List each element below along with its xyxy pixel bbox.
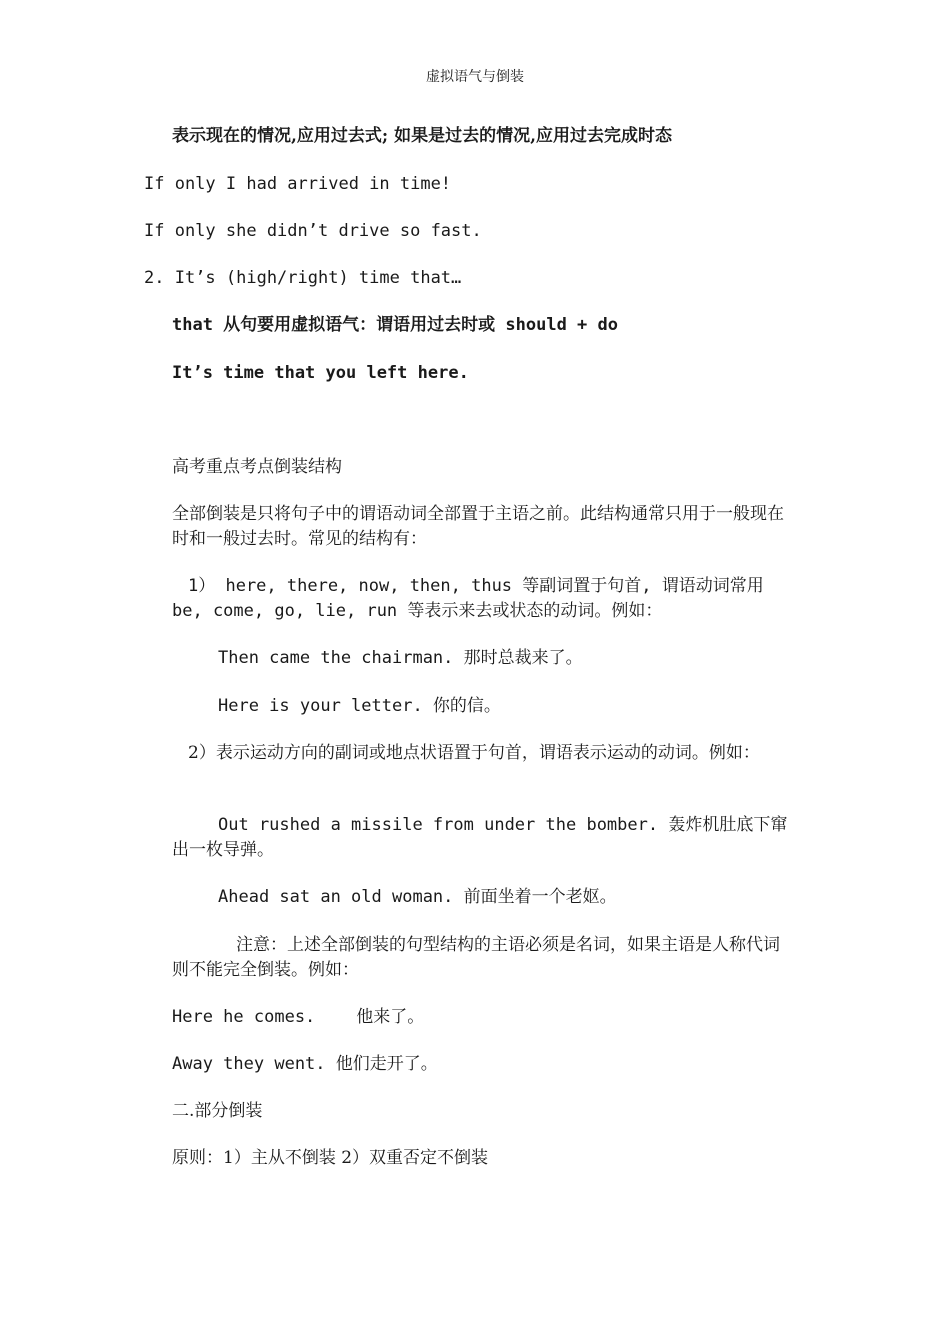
- paragraph: 2）表示运动方向的副词或地点状语置于句首，谓语表示运动的动词。例如：: [188, 743, 760, 763]
- section-title: 二.部分倒装: [172, 1101, 263, 1121]
- example-sentence: It’s time that you left here.: [172, 363, 469, 383]
- paragraph: 原则：1）主从不倒装 2）双重否定不倒装: [172, 1148, 489, 1168]
- rule-text: 表示现在的情况,应用过去式; 如果是过去的情况,应用过去完成时态: [172, 126, 673, 146]
- example-sentence: If only I had arrived in time!: [144, 174, 452, 194]
- example-sentence: Ahead sat an old woman. 前面坐着一个老妪。: [218, 887, 617, 907]
- list-item-heading: 2. It’s (high/right) time that…: [144, 268, 462, 288]
- example-sentence: Here he comes. 他来了。: [172, 1007, 425, 1027]
- paragraph: 注意：上述全部倒装的句型结构的主语必须是名词，如果主语是人称代词则不能完全倒装。例如：: [172, 935, 780, 980]
- rule-text: that 从句要用虚拟语气：谓语用过去时或 should + do: [172, 315, 618, 335]
- paragraph: 全部倒装是只将句子中的谓语动词全部置于主语之前。此结构通常只用于一般现在时和一般过去时。常见的结构有：: [172, 504, 784, 549]
- example-sentence: If only she didn’t drive so fast.: [144, 221, 482, 241]
- page-header: 虚拟语气与倒装: [426, 69, 524, 85]
- section-title: 高考重点考点倒装结构: [172, 457, 342, 477]
- example-sentence: Here is your letter. 你的信。: [218, 696, 501, 716]
- example-sentence: Out rushed a missile from under the bomber. 轰炸机肚底下窜出一枚导弹。: [172, 815, 788, 860]
- example-sentence: Then came the chairman. 那时总裁来了。: [218, 648, 583, 668]
- example-sentence: Away they went. 他们走开了。: [172, 1054, 438, 1074]
- paragraph: 1） here, there, now, then, thus 等副词置于句首, 谓语动词常用 be, come, go, lie, run 等表示来去或状态的动词。例如：: [172, 576, 764, 621]
